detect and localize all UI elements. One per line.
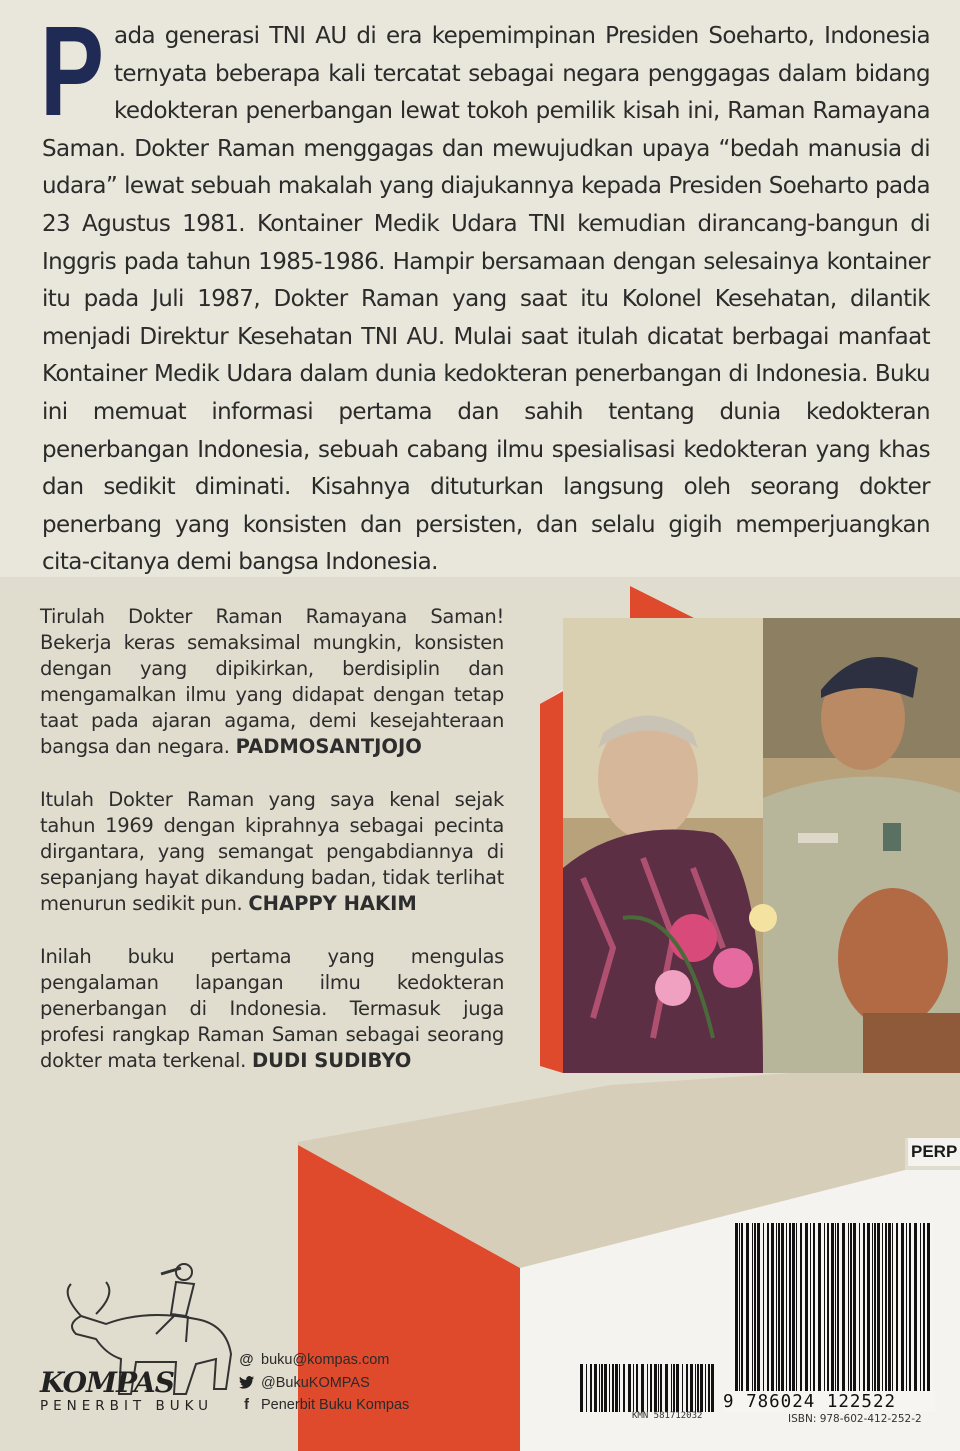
orange-block-photo-side <box>540 688 563 1073</box>
twitter-icon <box>238 1376 255 1389</box>
contact-text: buku@kompas.com <box>261 1352 390 1369</box>
contact-twitter[interactable] <box>238 1372 409 1395</box>
photo-two-men-icon <box>563 618 960 1073</box>
contact-list <box>238 1349 409 1417</box>
quote-1 <box>40 604 504 760</box>
quote-text: Itulah Dokter Raman yang saya kenal sejak tahun 1969 dengan kiprahnya sebagai pecinta dirgantara, yang semangat pengabdiannya di sepanjang hayat dikandung badan, tidak terlihat menurun sedikit pun. <box>40 788 504 915</box>
quote-text: Inilah buku pertama yang mengulas pengalaman lapangan ilmu kedokteran penerbangan di Indonesia. Termasuk juga profesi rangkap Raman Saman sebagai seorang dokter mata terkenal. <box>40 945 504 1072</box>
synopsis-text: ada generasi TNI AU di era kepemimpinan Presiden Soeharto, Indonesia ternyata beberapa kali tercatat sebagai negara penggagas dalam bidang kedokteran penerbangan lewat tokoh pemilik kisah ini, Raman Ramayana Saman. Dokter Raman menggagas dan mewujudkan upaya “bedah manusia di udara” lewat sebuah makalah yang diajukannya kepada Presiden Soeharto pada 23 Agustus 1981. Kontainer Medik Udara TNI kemudian dirancang-bangun di Inggris pada tahun 1985-1986. Hampir bersamaan dengan selesainya kontainer itu pada Juli 1987, Dokter Raman yang saat itu Kolonel Kesehatan, dilantik menjadi Direktur Kesehatan TNI AU. Mulai saat itulah dicatat berbagai manfaat Kontainer Medik Udara dalam dunia kedokteran penerbangan di Indonesia. Buku ini memuat informasi pertama dan sahih tentang dunia kedokteran penerbangan Indonesia, sebuah cabang ilmu spesialisasi kedokteran yang khas dan sedikit diminati. Kisahnya dituturkan langsung oleh seorang dokter penerbang yang konsisten dan persisten, dan selalu gigih memperjuangkan cita-citanya demi bangsa Indonesia. <box>42 23 930 576</box>
photo-illustration <box>563 618 960 1073</box>
endorsements <box>40 604 504 1101</box>
contact-email[interactable] <box>238 1349 409 1372</box>
isbn-digits: 9 786024 122522 <box>723 1392 935 1412</box>
isbn-label: ISBN: 978-602-412-252-2 <box>788 1413 922 1425</box>
contact-facebook[interactable] <box>238 1394 409 1417</box>
isbn-barcode <box>733 1223 933 1411</box>
facebook-icon: f <box>244 1397 249 1414</box>
small-barcode-code: KMN 581712032 <box>632 1411 703 1421</box>
small-barcode <box>578 1364 718 1412</box>
quote-2 <box>40 787 504 917</box>
quote-text: Tirulah Dokter Raman Ramayana Saman! Bekerja keras semaksimal mungkin, konsisten dengan yang dipikirkan, berdisiplin dan mengamalkan ilmu yang didapat dengan tetap taat pada ajaran agama, demi kesejahteraan bangsa dan negara. <box>40 605 504 758</box>
quote-author: PADMOSANTJOJO <box>235 735 422 758</box>
dropcap-letter: P <box>40 0 104 143</box>
contact-text: @BukuKOMPAS <box>261 1374 370 1391</box>
quote-3 <box>40 944 504 1074</box>
side-tag: PERP <box>908 1138 960 1166</box>
quote-author: CHAPPY HAKIM <box>248 892 417 915</box>
publisher-sub: PENERBIT BUKU <box>40 1398 213 1414</box>
contact-text: Penerbit Buku Kompas <box>261 1397 410 1414</box>
publisher-name: KOMPAS <box>40 1366 174 1399</box>
quote-author: DUDI SUDIBYO <box>251 1049 412 1072</box>
at-icon: @ <box>239 1352 254 1369</box>
